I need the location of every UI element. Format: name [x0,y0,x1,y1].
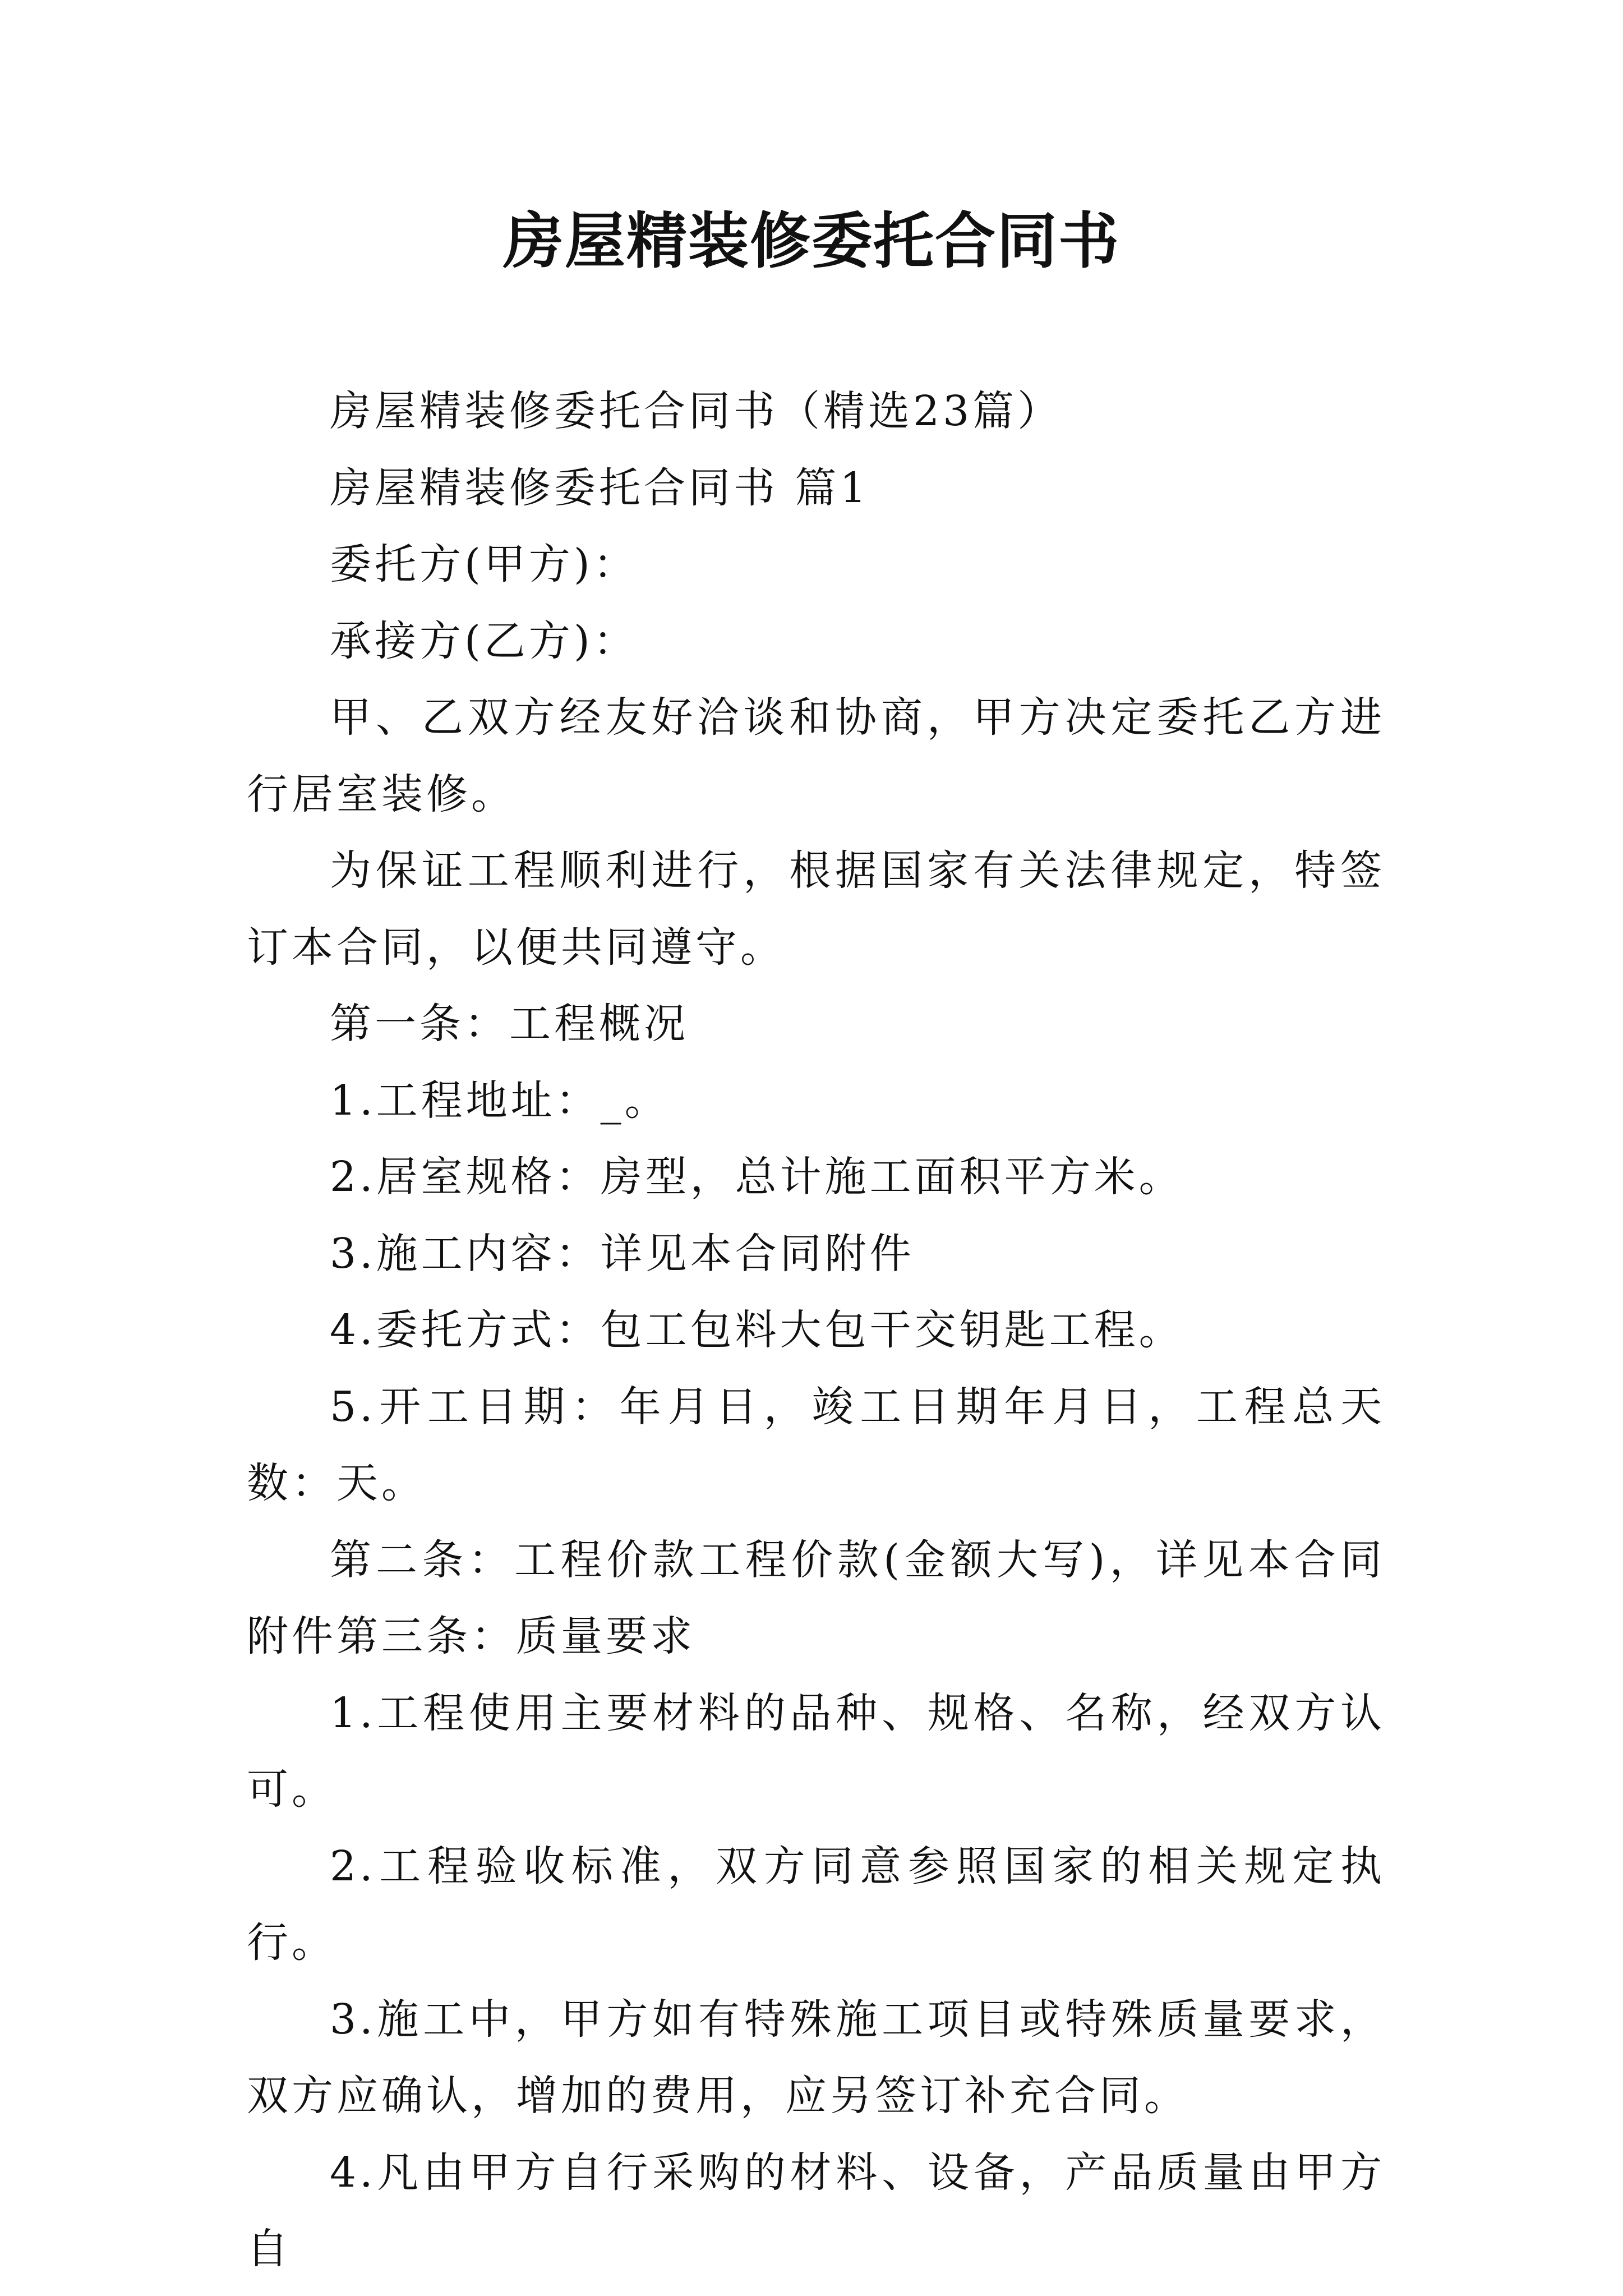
paragraph-clause-3-4: 4.凡由甲方自行采购的材料、设备，产品质量由甲方自 [247,2148,1385,2273]
paragraph-clause-3-1: 1.工程使用主要材料的品种、规格、名称，经双方认可。 [247,1688,1385,1814]
paragraph-clause-1-1: 1.工程地址：_。 [330,1076,670,1125]
paragraph-clause-1-5: 5.开工日期：年月日，竣工日期年月日，工程总天数：天。 [247,1382,1385,1507]
paragraph-article-1: 第一条：工程概况 [330,1000,689,1048]
paragraph-purpose: 为保证工程顺利进行，根据国家有关法律规定，特签订本合同，以便共同遵守。 [247,846,1385,972]
paragraph-chapter-heading: 房屋精装修委托合同书 篇1 [330,463,870,512]
paragraph-party-a: 委托方(甲方)： [330,540,638,588]
document-body [247,373,1385,2288]
paragraph-intro: 甲、乙双方经友好洽谈和协商，甲方决定委托乙方进行居室装修。 [247,693,1385,818]
paragraph-party-b: 承接方(乙方)： [330,616,638,665]
document-title: 房屋精装修委托合同书 [502,206,1120,277]
paragraph-article-2-3: 第二条：工程价款工程价款(金额大写)，详见本合同附件第三条：质量要求 [247,1535,1385,1660]
paragraph-clause-1-2: 2.居室规格：房型，总计施工面积平方米。 [330,1153,1184,1201]
paragraph-clause-1-3: 3.施工内容：详见本合同附件 [330,1229,915,1278]
paragraph-collection-title: 房屋精装修委托合同书（精选23篇） [330,387,1063,435]
paragraph-clause-3-2: 2.工程验收标准，双方同意参照国家的相关规定执行。 [247,1842,1385,1967]
paragraph-clause-1-4: 4.委托方式：包工包料大包干交钥匙工程。 [330,1306,1184,1354]
paragraph-clause-3-3: 3.施工中，甲方如有特殊施工项目或特殊质量要求，双方应确认，增加的费用，应另签订补充合同。 [247,1995,1385,2120]
